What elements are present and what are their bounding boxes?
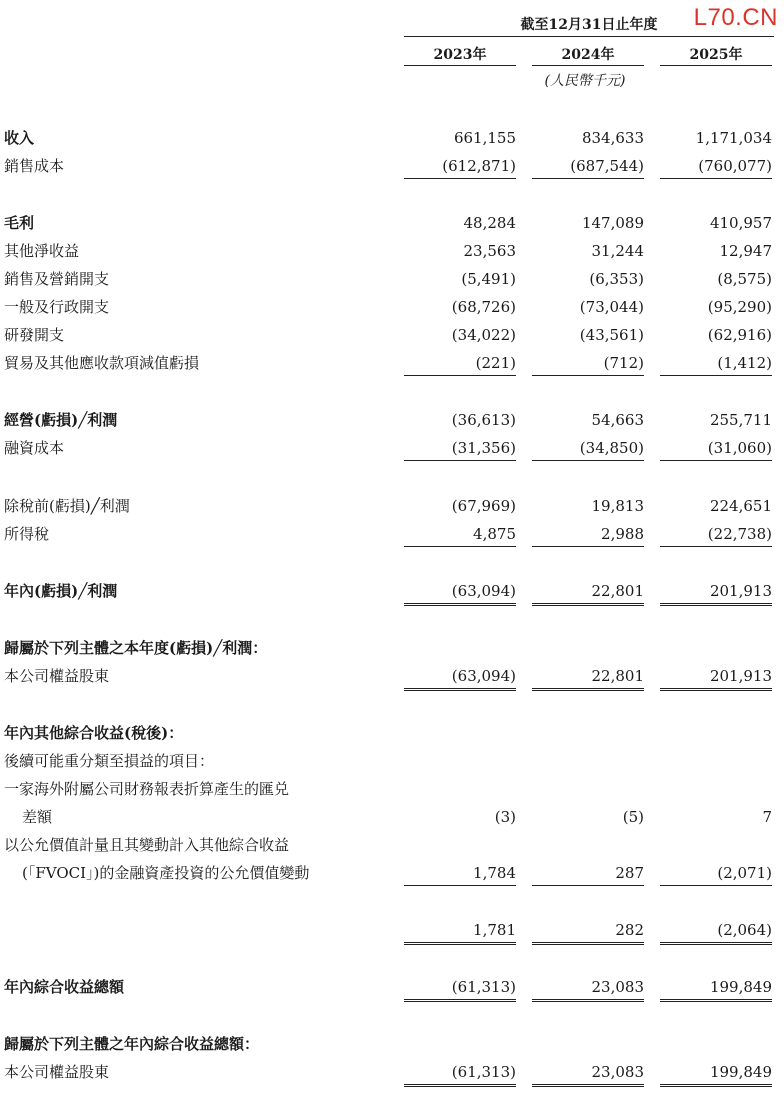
row-impairment-loss [0, 351, 784, 375]
row-label: 以公允價值計量且其變動計入其他綜合收益 [4, 836, 290, 854]
year-header-2025: 2025年 [689, 47, 743, 63]
row-label: 本公司權益股東 [4, 1063, 110, 1081]
cell-2024: 31,244 [591, 242, 644, 260]
year-underline [532, 65, 644, 66]
cell-2024: (6,353) [589, 270, 644, 288]
row-label: 歸屬於下列主體之年內綜合收益總額： [4, 1035, 260, 1053]
cell-2023: (612,871) [404, 154, 516, 179]
year-underline [404, 65, 516, 66]
cell-2023: (63,094) [404, 579, 516, 606]
row-tci-attributable-heading [0, 1032, 784, 1056]
cell-2023: (61,313) [404, 1060, 516, 1087]
row-fx-translation-line1 [0, 777, 784, 801]
period-header: 截至12月31日止年度 [520, 17, 658, 33]
cell-2023: (67,969) [451, 497, 516, 515]
cell-2023: 1,784 [404, 861, 516, 886]
row-profit-before-tax [0, 494, 784, 518]
row-label: 歸屬於下列主體之本年度(虧損)╱利潤： [4, 639, 268, 657]
cell-2024: (34,850) [532, 436, 644, 461]
cell-2024: 147,089 [581, 214, 644, 232]
row-label: 研發開支 [4, 326, 65, 344]
row-attributable-heading [0, 636, 784, 660]
cell-2024: 19,813 [591, 497, 644, 515]
cell-2024: 54,663 [591, 411, 644, 429]
cell-2025: (22,738) [660, 522, 772, 547]
cell-2025: (2,064) [660, 918, 772, 945]
row-revenue [0, 126, 784, 150]
row-label: 年內其他綜合收益(稅後)： [4, 724, 184, 742]
cell-2023: (68,726) [451, 298, 516, 316]
row-label: 經營(虧損)╱利潤 [4, 411, 118, 429]
cell-2024: (5) [622, 808, 644, 826]
row-label: 毛利 [4, 214, 35, 232]
row-oci-heading [0, 721, 784, 745]
cell-2025: 201,913 [660, 664, 772, 691]
year-header-2023: 2023年 [433, 47, 487, 63]
row-other-net-income [0, 239, 784, 263]
year-underline [660, 65, 772, 66]
row-selling-expenses [0, 267, 784, 291]
cell-2024: 2,988 [532, 522, 644, 547]
cell-2024: 22,801 [532, 664, 644, 691]
row-equity-shareholders [0, 664, 784, 688]
cell-2024: (712) [532, 351, 644, 376]
cell-2023: (61,313) [404, 975, 516, 1002]
cell-2025: 201,913 [660, 579, 772, 606]
period-underline [404, 36, 774, 37]
watermark-logo: L70.CN [693, 4, 778, 31]
cell-2025: 12,947 [719, 242, 772, 260]
cell-2025: 199,849 [660, 1060, 772, 1087]
cell-2023: 4,875 [404, 522, 516, 547]
cell-2025: 255,711 [709, 411, 772, 429]
cell-2025: (760,077) [660, 154, 772, 179]
row-label: (「FVOCI」)的金融資產投資的公允價值變動 [22, 864, 310, 882]
row-label: 融資成本 [4, 439, 65, 457]
row-label: 一般及行政開支 [4, 298, 110, 316]
cell-2023: 48,284 [463, 214, 516, 232]
cell-2023: (5,491) [461, 270, 516, 288]
cell-2025: (31,060) [660, 436, 772, 461]
row-tci-equity-shareholders [0, 1060, 784, 1084]
row-label: 差額 [22, 808, 53, 826]
cell-2023: (63,094) [404, 664, 516, 691]
cell-2024: (43,561) [579, 326, 644, 344]
cell-2023: (3) [494, 808, 516, 826]
row-label: 年內綜合收益總額 [4, 978, 125, 996]
row-fvoci [0, 861, 784, 885]
row-fx-translation [0, 805, 784, 829]
row-label: 一家海外附屬公司財務報表折算產生的匯兑 [4, 780, 290, 798]
row-label: 本公司權益股東 [4, 667, 110, 685]
cell-2025: 1,171,034 [695, 129, 772, 147]
cell-2023: (34,022) [451, 326, 516, 344]
cell-2025: (2,071) [660, 861, 772, 886]
row-label: 銷售成本 [4, 157, 65, 175]
row-admin-expenses [0, 295, 784, 319]
row-label: 銷售及營銷開支 [4, 270, 110, 288]
cell-2025: 410,957 [709, 214, 772, 232]
cell-2023: (31,356) [404, 436, 516, 461]
row-profit-for-year [0, 579, 784, 603]
cell-2024: 287 [532, 861, 644, 886]
row-reclassifiable-heading [0, 749, 784, 773]
cell-2024: 834,633 [581, 129, 644, 147]
row-rd-expenses [0, 323, 784, 347]
row-cost-of-sales [0, 154, 784, 178]
row-label: 年內(虧損)╱利潤 [4, 582, 118, 600]
cell-2024: (73,044) [579, 298, 644, 316]
row-label: 除稅前(虧損)╱利潤 [4, 497, 130, 515]
row-label: 收入 [4, 129, 35, 147]
cell-2025: (95,290) [707, 298, 772, 316]
row-label: 後續可能重分類至損益的項目： [4, 752, 215, 770]
row-finance-costs [0, 436, 784, 460]
cell-2024: 282 [532, 918, 644, 945]
cell-2023: 1,781 [404, 918, 516, 945]
cell-2024: (687,544) [532, 154, 644, 179]
cell-2025: 7 [762, 808, 772, 826]
row-operating-profit [0, 408, 784, 432]
cell-2023: 23,563 [463, 242, 516, 260]
cell-2025: (8,575) [717, 270, 772, 288]
row-oci-subtotal [0, 918, 784, 942]
cell-2023: (36,613) [451, 411, 516, 429]
row-gross-profit [0, 211, 784, 235]
row-fvoci-line1 [0, 833, 784, 857]
currency-unit: (人民幣千元) [544, 73, 626, 89]
cell-2023: (221) [404, 351, 516, 376]
cell-2025: (1,412) [660, 351, 772, 376]
cell-2025: (62,916) [707, 326, 772, 344]
row-label: 所得稅 [4, 525, 50, 543]
cell-2023: 661,155 [453, 129, 516, 147]
row-label: 貿易及其他應收款項減值虧損 [4, 354, 200, 372]
row-label: 其他淨收益 [4, 242, 80, 260]
cell-2024: 23,083 [532, 1060, 644, 1087]
cell-2025: 199,849 [660, 975, 772, 1002]
year-header-2024: 2024年 [561, 47, 615, 63]
row-total-comprehensive-income [0, 975, 784, 999]
cell-2025: 224,651 [709, 497, 772, 515]
row-income-tax [0, 522, 784, 546]
cell-2024: 23,083 [532, 975, 644, 1002]
cell-2024: 22,801 [532, 579, 644, 606]
